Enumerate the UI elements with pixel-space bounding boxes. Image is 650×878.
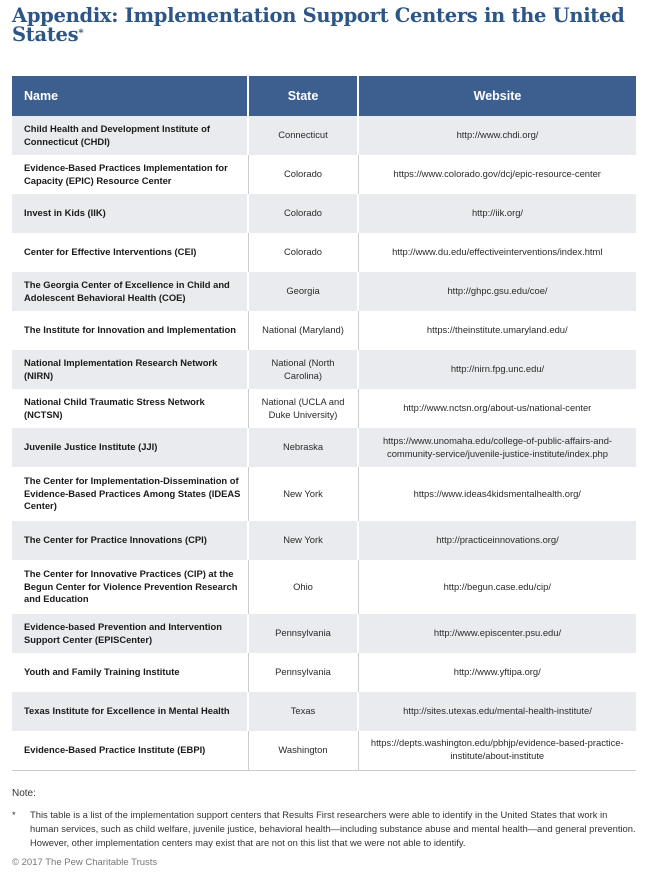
state-cell: National (North Carolina) xyxy=(248,350,358,389)
table-row xyxy=(12,155,636,194)
table-row xyxy=(12,428,636,467)
state-cell: Colorado xyxy=(248,194,358,233)
table-row xyxy=(12,272,636,311)
center-name-cell: Evidence-Based Practices Implementation for Capacity (EPIC) Resource Center xyxy=(24,161,228,186)
copyright: © 2017 The Pew Charitable Trusts xyxy=(12,857,158,868)
website-link[interactable]: http://www.du.edu/effectiveinterventions/index.html xyxy=(358,233,636,272)
website-link[interactable]: http://www.episcenter.psu.edu/ xyxy=(358,614,636,653)
center-name-cell: Evidence-Based Practice Institute (EBPI) xyxy=(12,731,248,770)
center-name-cell: The Georgia Center of Excellence in Child and Adolescent Behavioral Health (COE) xyxy=(12,272,248,311)
table-row xyxy=(12,467,636,521)
center-name-cell: Center for Effective Interventions (CEI) xyxy=(24,246,197,258)
table-row xyxy=(12,521,636,560)
table-row xyxy=(12,692,636,731)
footnote-marker-note: * xyxy=(12,809,16,820)
table-row xyxy=(12,614,636,653)
state-cell: Nebraska xyxy=(248,428,358,467)
state-cell: Georgia xyxy=(248,272,358,311)
state-cell: Colorado xyxy=(248,233,358,272)
center-name-cell: The Center for Practice Innovations (CPI) xyxy=(12,521,248,560)
table-row xyxy=(12,653,636,692)
state-cell: Pennsylvania xyxy=(248,653,358,692)
column-header-state: State xyxy=(248,76,358,116)
center-name-cell: The Center for Implementation-Dissemination of Evidence-Based Practices Among States (IDEAS Center) xyxy=(24,474,241,512)
table-row xyxy=(12,116,636,155)
footnote-text: This table is a list of the implementation support centers that Results First researchers were able to identify in the United States that work in human services, such as child welfare, juvenile justice, behavioral health—including substance abuse and mental health—and general prevention. However, other implementation centers may exist that are not on this list that we were not able to identify. xyxy=(30,809,636,848)
website-link[interactable]: https://www.colorado.gov/dcj/epic-resource-center xyxy=(358,155,636,194)
table-row xyxy=(12,389,636,428)
website-link[interactable]: https://www.ideas4kidsmentalhealth.org/ xyxy=(358,467,636,521)
state-cell: Ohio xyxy=(248,560,358,614)
state-cell: Texas xyxy=(248,692,358,731)
state-cell: Connecticut xyxy=(248,116,358,155)
website-link[interactable]: http://sites.utexas.edu/mental-health-institute/ xyxy=(358,692,636,731)
center-name-cell: Youth and Family Training Institute xyxy=(24,666,180,678)
page-title-text: Appendix: Implementation Support Centers in the United States xyxy=(12,4,625,46)
center-name-cell: Texas Institute for Excellence in Mental Health xyxy=(12,692,248,731)
center-name-cell: The Center for Innovative Practices (CIP) at the Begun Center for Violence Prevention Research and Education xyxy=(24,567,238,605)
website-link[interactable]: http://www.chdi.org/ xyxy=(358,116,636,155)
state-cell: National (UCLA and Duke University) xyxy=(248,389,358,428)
center-name-cell: National Implementation Research Network (NIRN) xyxy=(12,350,248,389)
website-link[interactable]: http://ghpc.gsu.edu/coe/ xyxy=(358,272,636,311)
table-row xyxy=(12,194,636,233)
center-name-cell: National Child Traumatic Stress Network (NCTSN) xyxy=(24,395,205,420)
support-centers-table xyxy=(12,76,636,771)
website-link[interactable]: https://theinstitute.umaryland.edu/ xyxy=(358,311,636,350)
state-cell: Colorado xyxy=(248,155,358,194)
table-body xyxy=(12,116,636,770)
table-row xyxy=(12,350,636,389)
website-link[interactable]: http://practiceinnovations.org/ xyxy=(358,521,636,560)
website-link[interactable]: https://depts.washington.edu/pbhjp/evidence-based-practice-institute/about-institute xyxy=(358,731,636,770)
table-row xyxy=(12,311,636,350)
table-row xyxy=(12,233,636,272)
column-header-name: Name xyxy=(12,76,248,116)
state-cell: New York xyxy=(248,467,358,521)
table-row xyxy=(12,560,636,614)
center-name-cell: Evidence-based Prevention and Intervention Support Center (EPISCenter) xyxy=(12,614,248,653)
center-name-cell: The Institute for Innovation and Implementation xyxy=(24,324,236,336)
website-link[interactable]: http://iik.org/ xyxy=(358,194,636,233)
column-header-website: Website xyxy=(358,76,636,116)
website-link[interactable]: http://nirn.fpg.unc.edu/ xyxy=(358,350,636,389)
table-row xyxy=(12,731,636,770)
center-name-cell: Juvenile Justice Institute (JJI) xyxy=(12,428,248,467)
website-link[interactable]: http://begun.case.edu/cip/ xyxy=(358,560,636,614)
center-name-cell: Invest in Kids (IIK) xyxy=(12,194,248,233)
website-link[interactable]: http://www.yftipa.org/ xyxy=(358,653,636,692)
website-link[interactable]: https://www.unomaha.edu/college-of-public-affairs-and-community-service/juvenile-justice-institute/index.php xyxy=(358,428,636,467)
page-title xyxy=(12,6,632,44)
state-cell: Washington xyxy=(248,731,358,770)
footnote-marker: * xyxy=(78,28,84,39)
state-cell: Pennsylvania xyxy=(248,614,358,653)
center-name-cell: Child Health and Development Institute of Connecticut (CHDI) xyxy=(12,116,248,155)
note-label: Note: xyxy=(12,788,36,799)
website-link[interactable]: http://www.nctsn.org/about-us/national-center xyxy=(358,389,636,428)
state-cell: National (Maryland) xyxy=(248,311,358,350)
table-header xyxy=(12,76,636,116)
state-cell: New York xyxy=(248,521,358,560)
footnote xyxy=(12,808,638,850)
